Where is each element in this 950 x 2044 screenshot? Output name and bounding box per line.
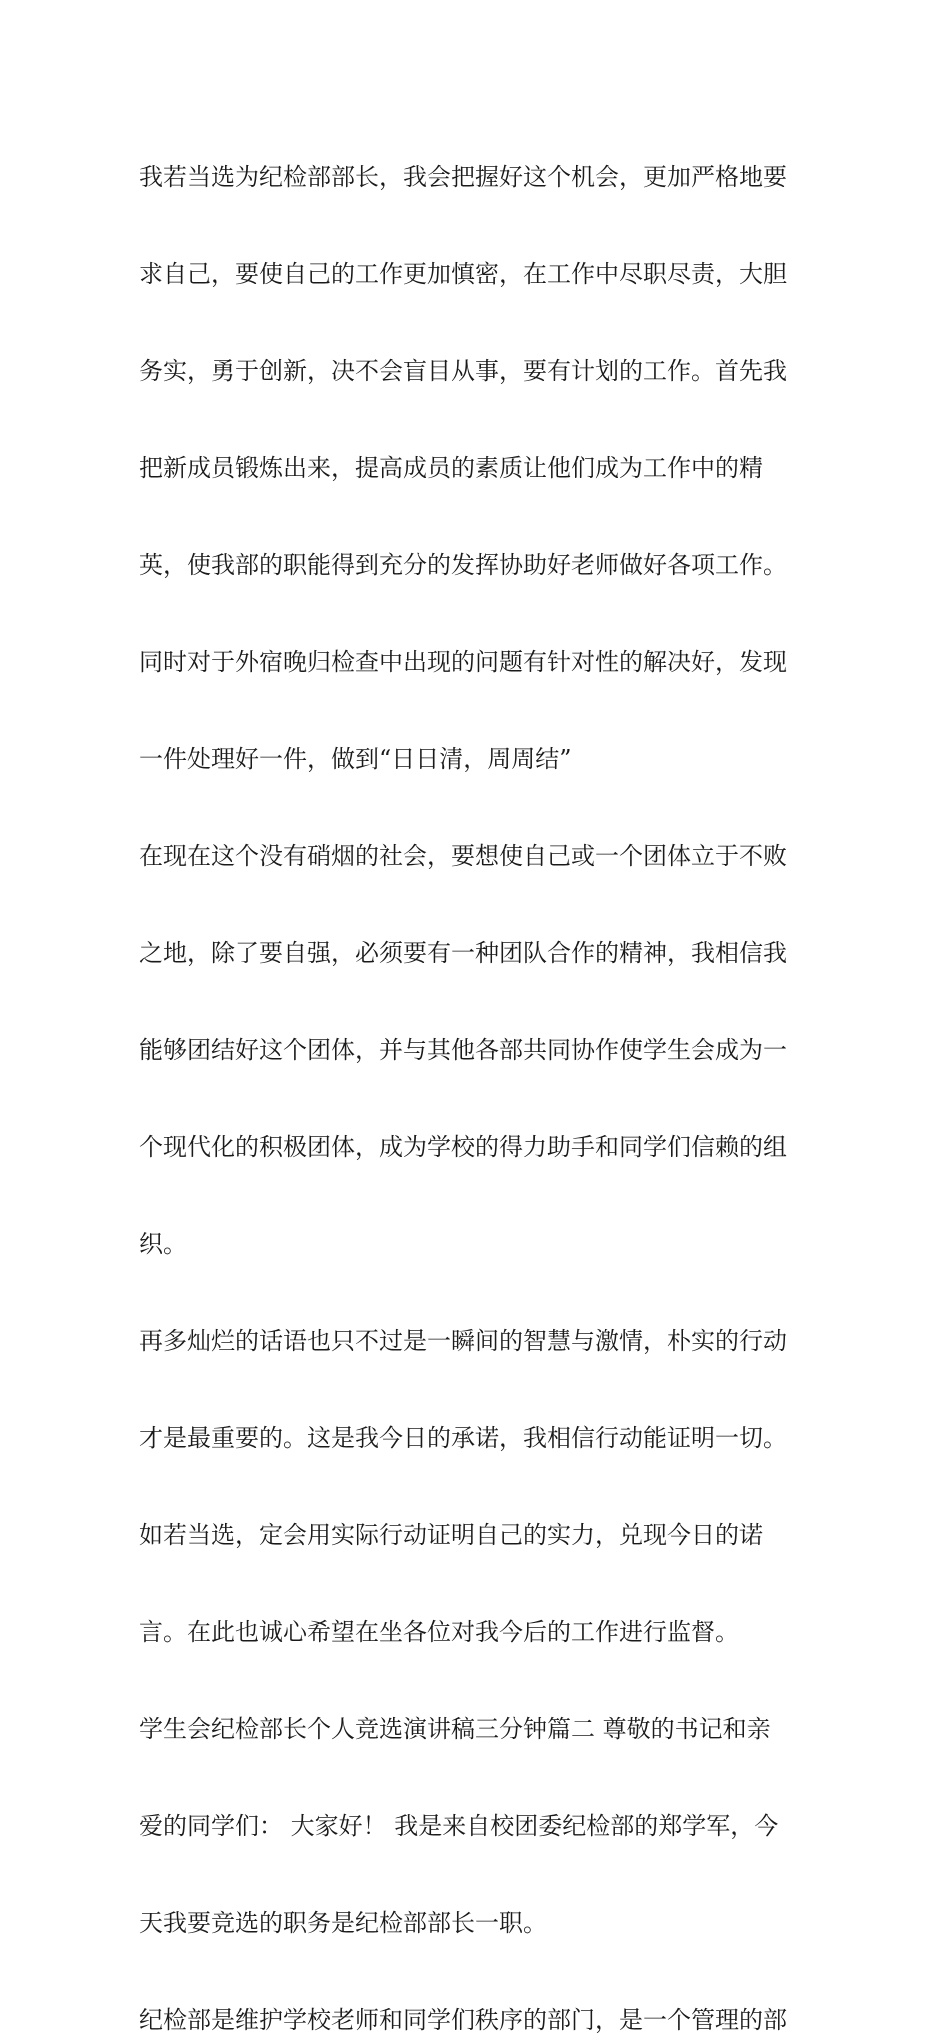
text-line: 天我要竞选的职务是纪检部部长一职。 [139,1908,547,1937]
paragraph-election-promise [139,104,819,783]
text-line: 能够团结好这个团体，并与其他各部共同协作使学生会成为一 [139,1035,787,1064]
text-line: 求自己，要使自己的工作更加慎密，在工作中尽职尽责，大胆 [139,259,787,288]
document-body [139,104,819,2044]
paragraph-speech-two-intro [139,1656,819,1947]
text-line: 言。在此也诚心希望在坐各位对我今后的工作进行监督。 [139,1617,739,1646]
text-line: 纪检部是维护学校老师和同学们秩序的部门，是一个管理的部 [139,2005,787,2034]
text-line: 之地，除了要自强，必须要有一种团队合作的精神，我相信我 [139,938,787,967]
text-line: 如若当选，定会用实际行动证明自己的实力，兑现今日的诺 [139,1520,763,1549]
text-line: 英，使我部的职能得到充分的发挥协助好老师做好各项工作。 [139,550,787,579]
text-line: 学生会纪检部长个人竞选演讲稿三分钟篇二 尊敬的书记和亲 [139,1714,771,1743]
text-line: 再多灿烂的话语也只不过是一瞬间的智慧与激情，朴实的行动 [139,1326,787,1355]
paragraph-teamwork [139,783,819,1268]
text-line: 一件处理好一件，做到“日日清，周周结” [139,744,572,773]
text-line: 才是最重要的。这是我今日的承诺，我相信行动能证明一切。 [139,1423,787,1452]
text-line: 在现在这个没有硝烟的社会，要想使自己或一个团体立于不败 [139,841,787,870]
text-line: 爱的同学们： 大家好！ 我是来自校团委纪检部的郑学军，今 [139,1811,779,1840]
text-line: 织。 [139,1229,187,1258]
text-line: 同时对于外宿晚归检查中出现的问题有针对性的解决好，发现 [139,647,787,676]
paragraph-commitment [139,1268,819,1656]
text-line: 务实，勇于创新，决不会盲目从事，要有计划的工作。首先我 [139,356,787,385]
text-line: 把新成员锻炼出来，提高成员的素质让他们成为工作中的精 [139,453,763,482]
text-line: 我若当选为纪检部部长，我会把握好这个机会，更加严格地要 [139,162,787,191]
paragraph-department-description [139,1947,819,2044]
text-line: 个现代化的积极团体，成为学校的得力助手和同学们信赖的组 [139,1132,787,1161]
